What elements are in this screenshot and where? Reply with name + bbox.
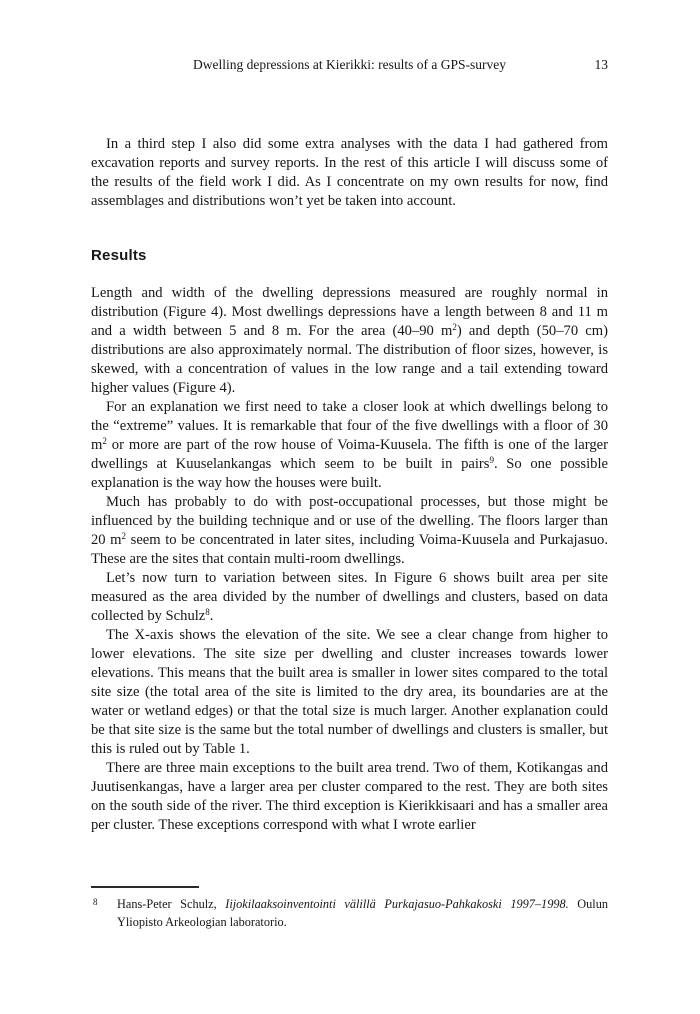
- footnote-reference-9: 9: [489, 455, 494, 465]
- square-meter-superscript: 2: [452, 322, 457, 332]
- running-head-title: Dwelling depressions at Kierikki: results of a GPS-survey: [192, 57, 507, 72]
- paragraph-xaxis: [91, 626, 608, 759]
- paragraph-distribution: [91, 284, 608, 398]
- paragraph-text: .: [209, 608, 214, 624]
- paragraph-text: seem to be concentrated in later sites, including Voima-Kuusela and Purkajasuo. These are the sites that contain multi-room dwellings.: [91, 532, 608, 567]
- paragraph-text: Much has probably to do with post-occupational processes, but those might be influenced by the building technique and or use of the dwelling. The floors larger than 20 m: [91, 494, 608, 548]
- footnote-area: [91, 886, 608, 931]
- intro-paragraph: [91, 135, 608, 211]
- footnote-marker: 8: [93, 897, 98, 907]
- footnote-reference-8: 8: [205, 607, 210, 617]
- paragraph-explanation: [91, 398, 608, 493]
- paragraph-variation: [91, 569, 608, 626]
- section-heading-results: Results: [91, 247, 147, 264]
- paragraph-text: For an explanation we first need to take a closer look at which dwellings belong to the “extreme” values. It is remarkable that four of the five dwellings with a floor of 30 m: [91, 399, 608, 453]
- paragraph-text: or more are part of the row house of Voima-Kuusela. The fifth is one of the larger dwellings at Kuuselankangas which seem to be built in pairs: [91, 437, 608, 472]
- square-meter-superscript: 2: [121, 531, 127, 541]
- footnote-text: Hans-Peter Schulz,: [117, 897, 226, 911]
- running-head: [91, 56, 608, 73]
- footnote-text: Oulun Yliopisto Arkeologian laboratorio.: [117, 897, 608, 929]
- paragraph-text: The X-axis shows the elevation of the site. We see a clear change from higher to lower elevations. The site size per dwelling and cluster increases towards lower elevations. This means that the built area is smaller in lower sites compared to the total site size (the total area of the site is limited to the dry area, its boundaries are at the water or wetland edges) or that the total size is much larger. Another explanation could be that site size is the same but the total number of dwellings and clusters is smaller, but this is ruled out by Table 1.: [91, 627, 608, 757]
- paragraph-text: In a third step I also did some extra analyses with the data I had gathered from excavation reports and survey reports. In the rest of this article I will discuss some of the results of the field work I did. As I concentrate on my own results for now, find assemblages and distributions won’t yet be taken into account.: [91, 136, 608, 209]
- footnote-8: [91, 895, 608, 931]
- square-meter-superscript: 2: [102, 436, 107, 446]
- paragraph-text: Let’s now turn to variation between sites. In Figure 6 shows built area per site measured as the area divided by the number of dwellings and clusters, based on data collected by Schulz: [91, 570, 608, 624]
- paragraph-text: Length and width of the dwelling depressions measured are roughly normal in distribution (Figure 4). Most dwellings depressions have a length between 8 and 11 m and a width between 5 and 8 m. For the area (40–90 m: [91, 285, 608, 339]
- page-number: 13: [594, 57, 608, 72]
- footnote-title-italic: Iijokilaaksoinventointi välillä Purkajasuo-Pahkakoski 1997–1998.: [225, 897, 569, 911]
- paragraph-text: ) and depth (50–70 cm) distributions are also approximately normal. The distribution of floor sizes, however, is skewed, with a concentration of values in the low range and a tail extending toward higher values (Figure 4).: [91, 323, 608, 396]
- paragraph-processes: [91, 493, 608, 569]
- body-text: [91, 284, 608, 835]
- paragraph-exceptions: [91, 759, 608, 835]
- paragraph-text: . So one possible explanation is the way how the houses were built.: [91, 456, 608, 491]
- paragraph-text: There are three main exceptions to the built area trend. Two of them, Kotikangas and Juutisenkangas, have a larger area per cluster compared to the rest. They are both sites on the south side of the river. The third exception is Kierikkisaari and has a smaller area per cluster. These exceptions correspond with what I wrote earlier: [91, 760, 608, 833]
- footnote-separator-rule: [91, 886, 199, 888]
